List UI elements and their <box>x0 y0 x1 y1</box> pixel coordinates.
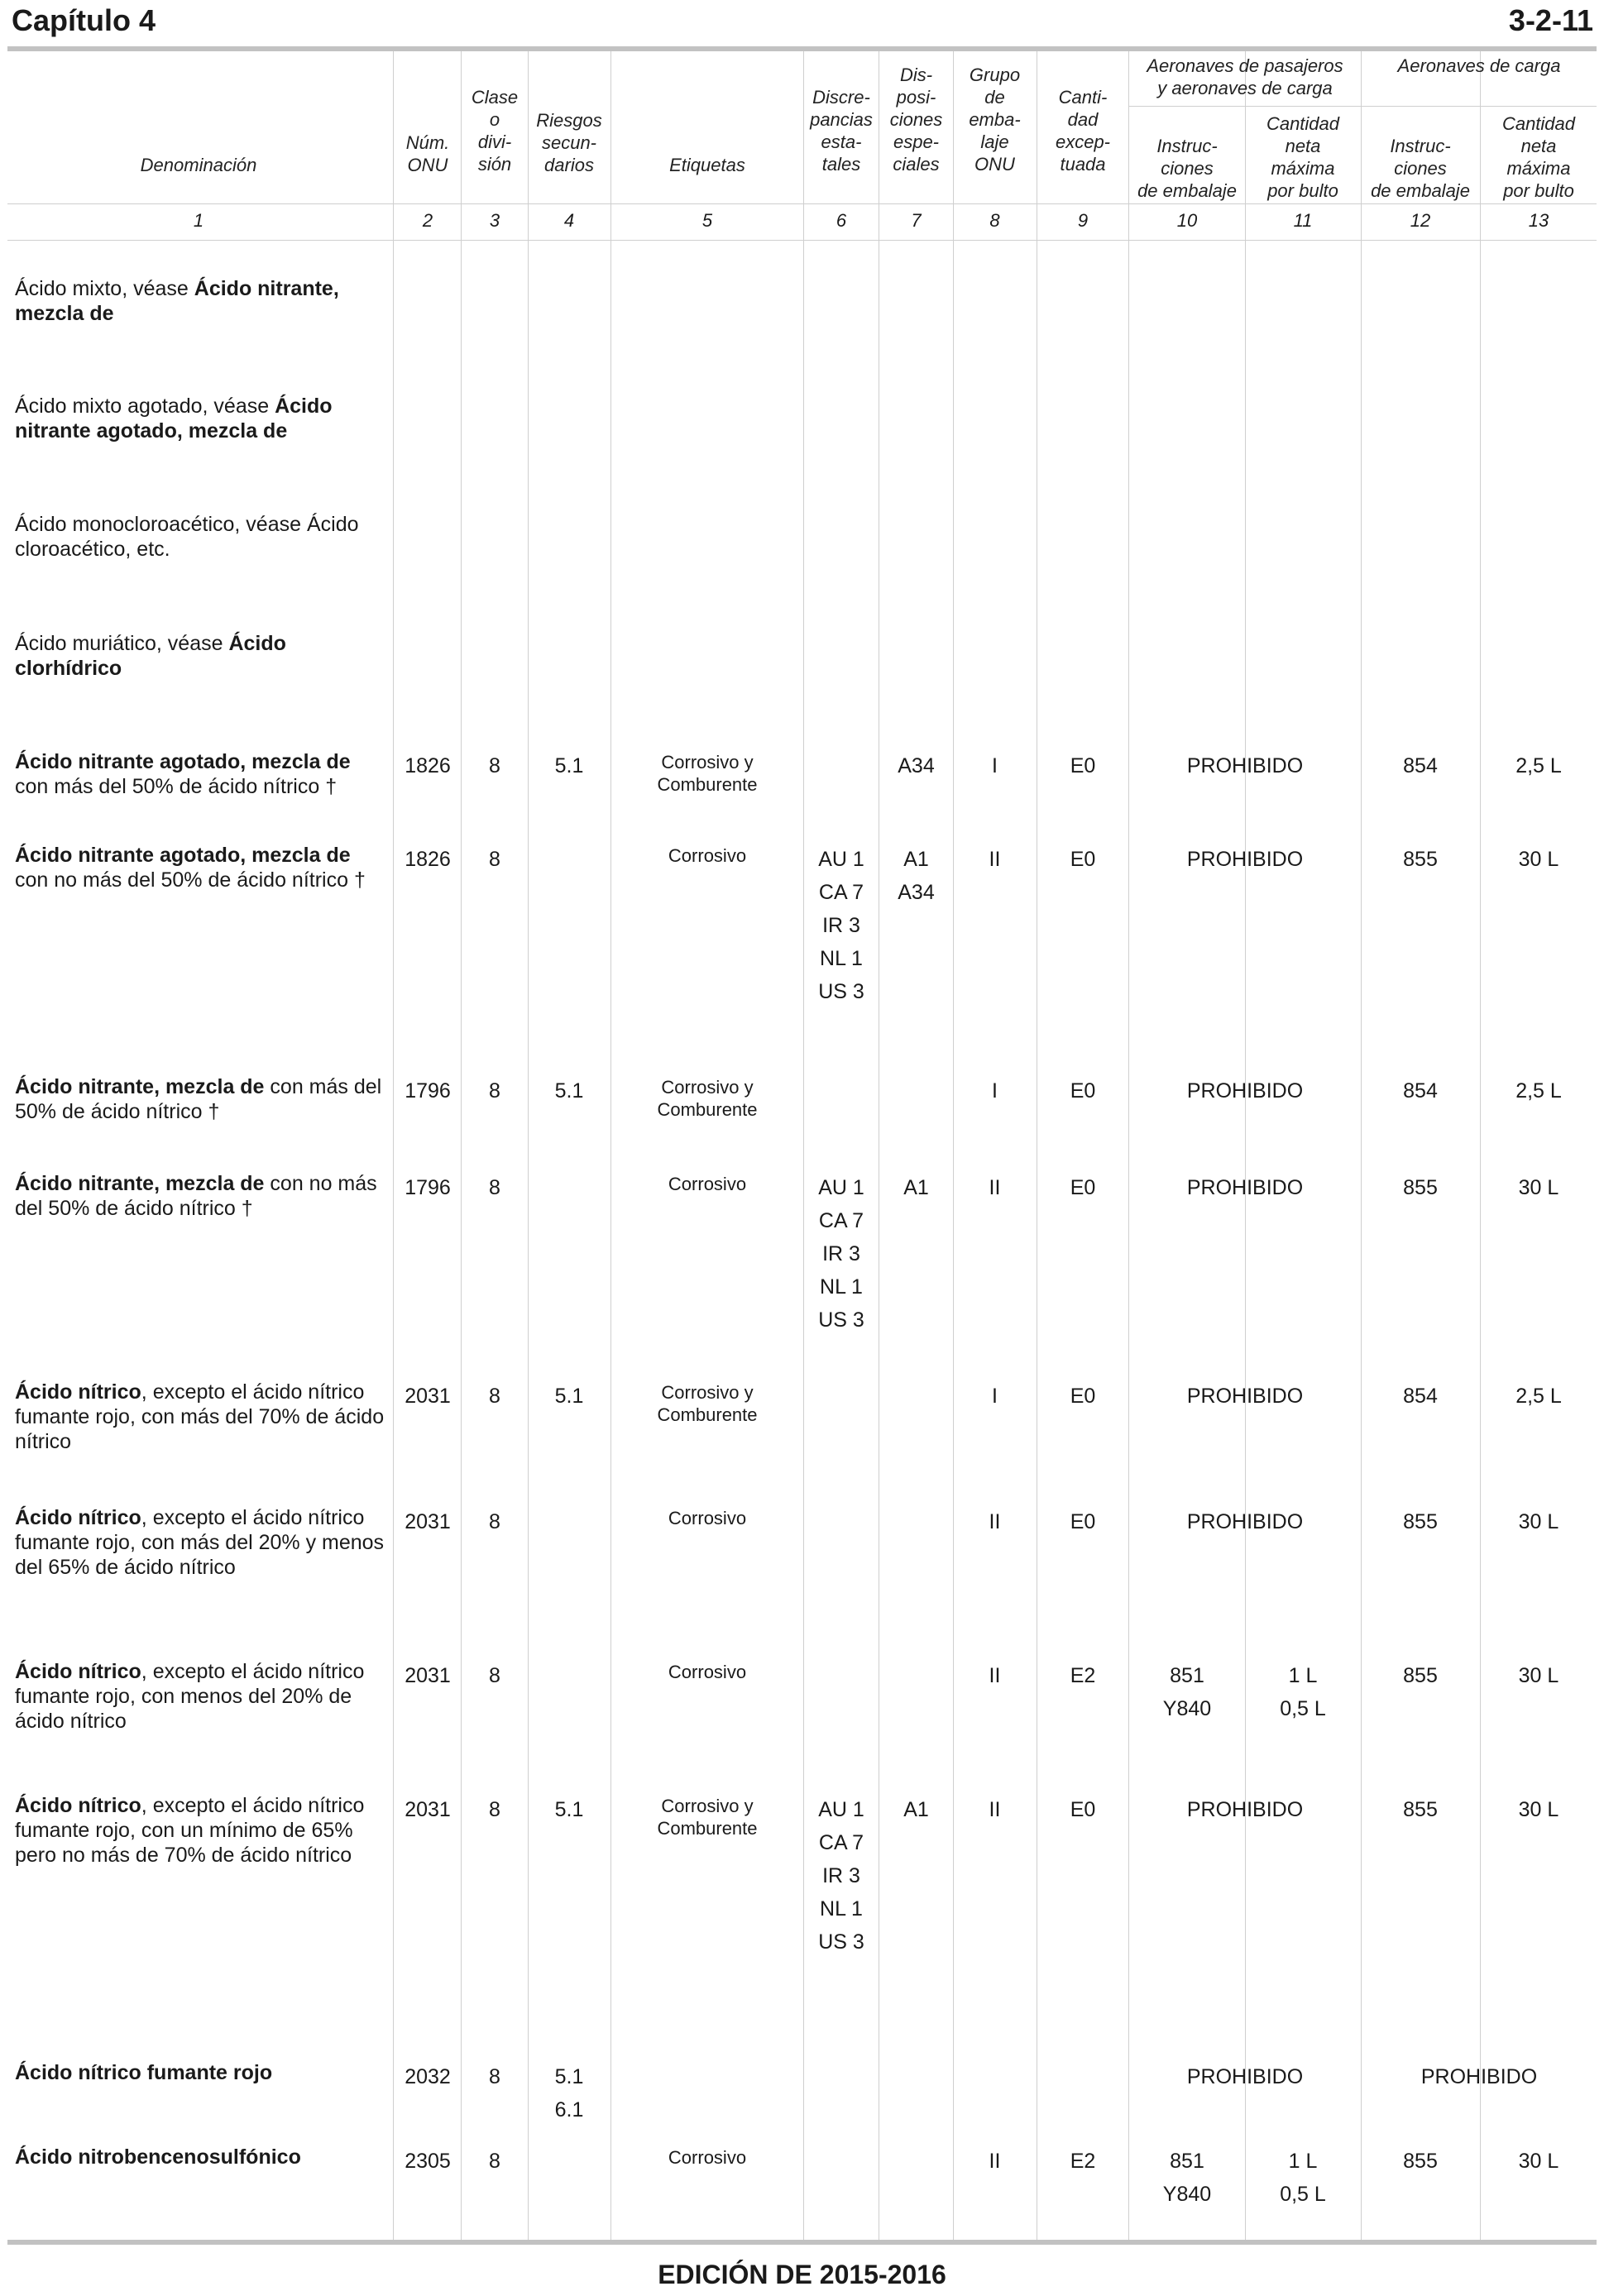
state-variations-line: AU 1 <box>818 848 864 871</box>
un-number-line: 2031 <box>405 1385 451 1408</box>
class-division <box>462 749 528 782</box>
denomination-rest: con no más del 50% de ácido nítrico † <box>15 1172 377 1220</box>
pax-prohibited <box>1130 1171 1360 1204</box>
col-header-class: Clase o divi- sión <box>471 87 519 175</box>
cargo-packing-instruction <box>1362 749 1479 782</box>
col-header-pax-qty: Cantidad neta máxima por bulto <box>1266 113 1340 201</box>
cargo-packing-instruction-line: 854 <box>1403 1079 1438 1103</box>
table-row: Ácido monocloroacético, véase Ácido cloroacético, etc. <box>15 513 359 561</box>
state-variations-line: US 3 <box>818 1930 864 1954</box>
pax-prohibited-line: PROHIBIDO <box>1186 1798 1304 1821</box>
pax-prohibited-line: PROHIBIDO <box>1186 1176 1304 1199</box>
special-provisions <box>879 1171 953 1204</box>
special-provisions-line: A1 <box>903 1798 929 1821</box>
row-denomination <box>15 1074 387 1124</box>
cargo-max-quantity <box>1481 1793 1597 1826</box>
cargo-max-quantity <box>1481 843 1597 876</box>
class-division-line: 8 <box>489 1176 500 1199</box>
class-division-line: 8 <box>489 1510 500 1533</box>
top-rule <box>7 46 1597 51</box>
pax-prohibited <box>1130 749 1360 782</box>
subsidiary-risk <box>529 1380 610 1413</box>
hazard-labels <box>612 1795 802 1839</box>
pax-prohibited <box>1130 1793 1360 1826</box>
excepted-quantity <box>1037 1380 1128 1413</box>
packing-group-line: II <box>989 1664 1001 1687</box>
un-number <box>395 1171 461 1204</box>
pax-prohibited <box>1130 1074 1360 1107</box>
cargo-max-quantity-line: 2,5 L <box>1515 1079 1562 1103</box>
row-denomination <box>15 2145 387 2169</box>
packing-group-line: I <box>992 1079 998 1103</box>
row-denomination <box>15 1659 387 1734</box>
pax-prohibited <box>1130 2060 1360 2093</box>
excepted-quantity <box>1037 1171 1128 1204</box>
label-line: Corrosivo y <box>661 1796 754 1816</box>
hazard-labels <box>612 2146 802 2169</box>
bottom-rule <box>7 2240 1597 2245</box>
un-number-line: 2305 <box>405 2150 451 2173</box>
col-divider <box>953 51 954 2240</box>
un-number <box>395 749 461 782</box>
cargo-max-quantity-line: 30 L <box>1518 1664 1559 1687</box>
special-provisions-line: A34 <box>898 881 935 904</box>
pax-prohibited-line: PROHIBIDO <box>1186 1385 1304 1408</box>
col-header-denominacion: Denominación <box>140 155 257 175</box>
class-division-line: 8 <box>489 1664 500 1687</box>
col-header-cargo-qty: Cantidad neta máxima por bulto <box>1501 113 1576 201</box>
col-header-pax-pi: Instruc- ciones de embalaje <box>1137 136 1237 201</box>
col-divider <box>1128 51 1129 2240</box>
hazard-labels <box>612 1381 802 1426</box>
col-header-special-provisions: Dis- posi- ciones espe- ciales <box>889 65 943 175</box>
pax-packing-instruction <box>1130 1659 1244 1725</box>
denomination-rest: con más del 50% de ácido nítrico † <box>15 775 338 798</box>
cargo-max-quantity-line: 30 L <box>1518 2150 1559 2173</box>
excepted-quantity <box>1037 749 1128 782</box>
un-number <box>395 1074 461 1107</box>
state-variations-line: IR 3 <box>822 1242 860 1265</box>
cargo-max-quantity <box>1481 1505 1597 1538</box>
cargo-packing-instruction <box>1362 1171 1479 1204</box>
un-number-line: 2032 <box>405 2065 451 2088</box>
packing-group-line: II <box>989 2150 1001 2173</box>
cargo-packing-instruction-line: 855 <box>1403 1176 1438 1199</box>
chapter-title: Capítulo 4 <box>12 3 156 37</box>
pax-max-quantity <box>1246 2145 1360 2211</box>
class-division-line: 8 <box>489 2150 500 2173</box>
pax-prohibited <box>1130 843 1360 876</box>
packing-group <box>954 1505 1036 1538</box>
packing-group <box>954 1171 1036 1204</box>
label-line: Corrosivo <box>668 845 747 866</box>
packing-group-line: I <box>992 754 998 777</box>
packing-group <box>954 1793 1036 1826</box>
pax-prohibited <box>1130 1380 1360 1413</box>
pax-max-quantity <box>1246 1659 1360 1725</box>
pax-prohibited-line: PROHIBIDO <box>1186 1510 1304 1533</box>
state-variations-line: NL 1 <box>820 1897 863 1921</box>
packing-group <box>954 1659 1036 1692</box>
class-division-line: 8 <box>489 1798 500 1821</box>
class-division <box>462 1380 528 1413</box>
excepted-quantity <box>1037 2145 1128 2178</box>
label-line: Comburente <box>657 1818 758 1839</box>
cargo-packing-instruction <box>1362 1793 1479 1826</box>
cargo-max-quantity <box>1481 1171 1597 1204</box>
un-number-line: 2031 <box>405 1798 451 1821</box>
pax-prohibited <box>1130 1505 1360 1538</box>
packing-group <box>954 1074 1036 1107</box>
state-variations <box>804 1171 879 1337</box>
pax-packing-instruction-line: 851 <box>1170 2150 1204 2173</box>
cargo-packing-instruction <box>1362 843 1479 876</box>
table-row: Ácido mixto, véase Ácido nitrante, mezcla de <box>15 277 339 325</box>
hazard-labels <box>612 751 802 796</box>
subsidiary-risk <box>529 1793 610 1826</box>
subsidiary-risk-line: 5.1 <box>554 1079 584 1103</box>
col-number: 2 <box>422 210 433 231</box>
state-variations-line: AU 1 <box>818 1798 864 1821</box>
table-row: Ácido mixto agotado, véase Ácido nitrante agotado, mezcla de <box>15 395 333 442</box>
label-line: Corrosivo <box>668 1662 747 1682</box>
row-denomination <box>15 1505 387 1580</box>
cargo-packing-instruction-line: 855 <box>1403 1664 1438 1687</box>
cargo-max-quantity <box>1481 1659 1597 1692</box>
class-division-line: 8 <box>489 1079 500 1103</box>
cargo-packing-instruction <box>1362 1380 1479 1413</box>
un-number-line: 1826 <box>405 754 451 777</box>
class-division <box>462 1793 528 1826</box>
class-division <box>462 2145 528 2178</box>
label-line: Corrosivo <box>668 1508 747 1528</box>
cargo-max-quantity <box>1481 2145 1597 2178</box>
cargo-packing-instruction-line: 855 <box>1403 848 1438 871</box>
state-variations-line: CA 7 <box>818 881 864 904</box>
label-line: Corrosivo y <box>661 752 754 773</box>
cargo-max-quantity-line: 30 L <box>1518 1798 1559 1821</box>
excepted-quantity-line: E0 <box>1070 1798 1096 1821</box>
state-variations-line: IR 3 <box>822 1864 860 1887</box>
class-division-line: 8 <box>489 2065 500 2088</box>
col-header-un: Núm. ONU <box>405 132 450 175</box>
number-row-divider <box>7 240 1597 241</box>
special-provisions <box>879 749 953 782</box>
col-number: 11 <box>1293 210 1313 231</box>
col-divider <box>610 51 611 2240</box>
state-variations-line: CA 7 <box>818 1831 864 1854</box>
special-provisions <box>879 843 953 909</box>
denomination-bold: Ácido nítrico <box>15 1660 141 1683</box>
pax-max-quantity-line: 1 L <box>1288 1664 1318 1687</box>
excepted-quantity <box>1037 1505 1128 1538</box>
cargo-max-quantity-line: 30 L <box>1518 848 1559 871</box>
denomination-rest: , excepto el ácido nítrico fumante rojo, con un mínimo de 65% pero no más de 70% de ácido nítrico <box>15 1794 365 1867</box>
col-number: 8 <box>989 210 1000 231</box>
denomination-bold: Ácido nitrante agotado, mezcla de <box>15 750 351 773</box>
state-variations-line: NL 1 <box>820 1275 863 1299</box>
col-number: 1 <box>193 210 204 231</box>
subsidiary-risk <box>529 749 610 782</box>
un-number <box>395 1380 461 1413</box>
packing-group <box>954 843 1036 876</box>
class-division-line: 8 <box>489 754 500 777</box>
cargo-prohibited <box>1362 2060 1597 2093</box>
denomination-rest: con más del 50% de ácido nítrico † <box>15 1075 382 1123</box>
row-denomination <box>15 2060 387 2085</box>
packing-group <box>954 1380 1036 1413</box>
label-line: Comburente <box>657 774 758 795</box>
label-line: Corrosivo y <box>661 1077 754 1098</box>
state-variations-line: US 3 <box>818 1308 864 1332</box>
group-header-divider <box>1128 106 1597 107</box>
row-denomination <box>15 1380 387 1454</box>
col-number: 3 <box>489 210 500 231</box>
denomination-rest: , excepto el ácido nítrico fumante rojo, con menos del 20% de ácido nítrico <box>15 1660 365 1733</box>
col-divider <box>1361 51 1362 2240</box>
col-divider <box>528 51 529 2240</box>
hazard-labels <box>612 1507 802 1529</box>
excepted-quantity-line: E0 <box>1070 1079 1096 1103</box>
cargo-packing-instruction-line: 855 <box>1403 1798 1438 1821</box>
subsidiary-risk-line: 6.1 <box>554 2098 584 2121</box>
subsidiary-risk-line: 5.1 <box>554 754 584 777</box>
page-number: 3-2-11 <box>1508 3 1593 37</box>
row-denomination <box>15 1171 387 1221</box>
header-divider <box>7 203 1597 204</box>
pax-packing-instruction <box>1130 2145 1244 2211</box>
col-number: 13 <box>1528 210 1549 231</box>
excepted-quantity-line: E2 <box>1070 1664 1096 1687</box>
label-line: Corrosivo <box>668 1174 747 1194</box>
class-division <box>462 1659 528 1692</box>
row-denomination <box>15 749 387 799</box>
group-header-cargo: Aeronaves de carga <box>1397 55 1561 76</box>
un-number <box>395 2060 461 2093</box>
col-header-variations: Discre- pancias esta- tales <box>810 87 873 175</box>
special-provisions-line: A34 <box>898 754 935 777</box>
denomination-bold: Ácido nítrico <box>15 1380 141 1404</box>
un-number-line: 2031 <box>405 1664 451 1687</box>
class-division-line: 8 <box>489 848 500 871</box>
label-line: Corrosivo <box>668 2147 747 2168</box>
col-number: 9 <box>1077 210 1089 231</box>
state-variations-line: NL 1 <box>820 947 863 970</box>
col-divider <box>461 51 462 2240</box>
group-header-passenger: Aeronaves de pasajeros y aeronaves de carga <box>1147 55 1343 98</box>
cargo-max-quantity <box>1481 1074 1597 1107</box>
special-provisions <box>879 1793 953 1826</box>
cargo-packing-instruction-line: 854 <box>1403 754 1438 777</box>
denomination-bold: Ácido nítrico <box>15 1794 141 1817</box>
subsidiary-risk-line: 5.1 <box>554 1385 584 1408</box>
excepted-quantity-line: E0 <box>1070 1176 1096 1199</box>
label-line: Comburente <box>657 1099 758 1120</box>
cargo-max-quantity-line: 2,5 L <box>1515 754 1562 777</box>
class-division <box>462 1074 528 1107</box>
cargo-packing-instruction-line: 855 <box>1403 2150 1438 2173</box>
un-number-line: 1796 <box>405 1079 451 1103</box>
packing-group-line: II <box>989 1510 1001 1533</box>
table-row: Ácido muriático, véase Ácido clorhídrico <box>15 632 286 680</box>
denomination-rest: , excepto el ácido nítrico fumante rojo, con más del 70% de ácido nítrico <box>15 1380 385 1453</box>
pax-max-quantity-line: 0,5 L <box>1280 1697 1326 1720</box>
cargo-max-quantity-line: 2,5 L <box>1515 1385 1562 1408</box>
special-provisions-line: A1 <box>903 1176 929 1199</box>
cargo-prohibited-line: PROHIBIDO <box>1420 2065 1538 2088</box>
excepted-quantity-line: E0 <box>1070 1510 1096 1533</box>
col-number: 4 <box>563 210 575 231</box>
cargo-packing-instruction <box>1362 1659 1479 1692</box>
col-divider <box>1480 51 1481 2240</box>
packing-group <box>954 749 1036 782</box>
un-number <box>395 1505 461 1538</box>
col-number: 5 <box>701 210 713 231</box>
cargo-packing-instruction <box>1362 2145 1479 2178</box>
pax-max-quantity-line: 0,5 L <box>1280 2183 1326 2206</box>
cargo-max-quantity <box>1481 1380 1597 1413</box>
cargo-packing-instruction <box>1362 1505 1479 1538</box>
denomination-bold: Ácido nitrobencenosulfónico <box>15 2145 301 2169</box>
un-number <box>395 2145 461 2178</box>
un-number-line: 1826 <box>405 848 451 871</box>
col-divider <box>1245 51 1246 2240</box>
pax-prohibited-line: PROHIBIDO <box>1186 1079 1304 1103</box>
pax-prohibited-line: PROHIBIDO <box>1186 754 1304 777</box>
col-header-sub-risk: Riesgos secun- darios <box>536 110 602 175</box>
class-division-line: 8 <box>489 1385 500 1408</box>
col-header-cargo-pi: Instruc- ciones de embalaje <box>1371 136 1470 201</box>
state-variations <box>804 1793 879 1959</box>
col-number: 12 <box>1410 210 1431 231</box>
col-header-labels: Etiquetas <box>669 155 745 175</box>
denomination-bold: Ácido nitrante, mezcla de <box>15 1172 265 1195</box>
label-line: Comburente <box>657 1404 758 1425</box>
denomination-bold: Ácido nitrante, mezcla de <box>15 1075 265 1098</box>
pax-packing-instruction-line: Y840 <box>1162 2183 1212 2206</box>
footer-edition: EDICIÓN DE 2015-2016 <box>658 2260 946 2289</box>
pax-packing-instruction-line: Y840 <box>1162 1697 1212 1720</box>
pax-packing-instruction-line: 851 <box>1170 1664 1204 1687</box>
state-variations-line: US 3 <box>818 980 864 1003</box>
hazard-labels <box>612 844 802 867</box>
excepted-quantity-line: E2 <box>1070 2150 1096 2173</box>
row-denomination <box>15 843 387 892</box>
pax-prohibited-line: PROHIBIDO <box>1186 2065 1304 2088</box>
label-line: Corrosivo y <box>661 1382 754 1403</box>
state-variations-line: CA 7 <box>818 1209 864 1232</box>
cargo-max-quantity-line: 30 L <box>1518 1176 1559 1199</box>
state-variations <box>804 843 879 1008</box>
col-number: 6 <box>836 210 847 231</box>
cargo-packing-instruction-line: 854 <box>1403 1385 1438 1408</box>
excepted-quantity <box>1037 1074 1128 1107</box>
hazard-labels <box>612 1661 802 1683</box>
state-variations-line: AU 1 <box>818 1176 864 1199</box>
cargo-max-quantity-line: 30 L <box>1518 1510 1559 1533</box>
excepted-quantity-line: E0 <box>1070 848 1096 871</box>
hazard-labels <box>612 1076 802 1121</box>
un-number-line: 2031 <box>405 1510 451 1533</box>
cargo-max-quantity <box>1481 749 1597 782</box>
packing-group-line: II <box>989 848 1001 871</box>
col-number: 10 <box>1176 210 1198 231</box>
excepted-quantity <box>1037 1793 1128 1826</box>
col-number: 7 <box>911 210 922 231</box>
pax-max-quantity-line: 1 L <box>1288 2150 1318 2173</box>
denomination-rest: con no más del 50% de ácido nítrico † <box>15 868 366 892</box>
class-division <box>462 1505 528 1538</box>
cargo-packing-instruction <box>1362 1074 1479 1107</box>
subsidiary-risk <box>529 2060 610 2126</box>
col-divider <box>393 51 394 2240</box>
packing-group-line: II <box>989 1176 1001 1199</box>
class-division <box>462 843 528 876</box>
un-number <box>395 1793 461 1826</box>
subsidiary-risk <box>529 1074 610 1107</box>
state-variations-line: IR 3 <box>822 914 860 937</box>
denomination-bold: Ácido nítrico <box>15 1506 141 1529</box>
un-number-line: 1796 <box>405 1176 451 1199</box>
cargo-packing-instruction-line: 855 <box>1403 1510 1438 1533</box>
hazard-labels <box>612 1173 802 1195</box>
packing-group-line: II <box>989 1798 1001 1821</box>
class-division <box>462 1171 528 1204</box>
excepted-quantity <box>1037 1659 1128 1692</box>
col-header-excepted-qty: Canti- dad excep- tuada <box>1055 87 1111 175</box>
packing-group-line: I <box>992 1385 998 1408</box>
col-header-packing-group: Grupo de emba- laje ONU <box>969 65 1021 175</box>
denomination-rest: , excepto el ácido nítrico fumante rojo, con más del 20% y menos del 65% de ácido nítrico <box>15 1506 385 1579</box>
class-division <box>462 2060 528 2093</box>
excepted-quantity-line: E0 <box>1070 1385 1096 1408</box>
excepted-quantity-line: E0 <box>1070 754 1096 777</box>
denomination-bold: Ácido nitrante agotado, mezcla de <box>15 844 351 867</box>
pax-prohibited-line: PROHIBIDO <box>1186 848 1304 871</box>
subsidiary-risk-line: 5.1 <box>554 1798 584 1821</box>
special-provisions-line: A1 <box>903 848 929 871</box>
subsidiary-risk-line: 5.1 <box>554 2065 584 2088</box>
un-number <box>395 1659 461 1692</box>
row-denomination <box>15 1793 387 1868</box>
un-number <box>395 843 461 876</box>
denomination-bold: Ácido nítrico fumante rojo <box>15 2061 273 2084</box>
excepted-quantity <box>1037 843 1128 876</box>
packing-group <box>954 2145 1036 2178</box>
